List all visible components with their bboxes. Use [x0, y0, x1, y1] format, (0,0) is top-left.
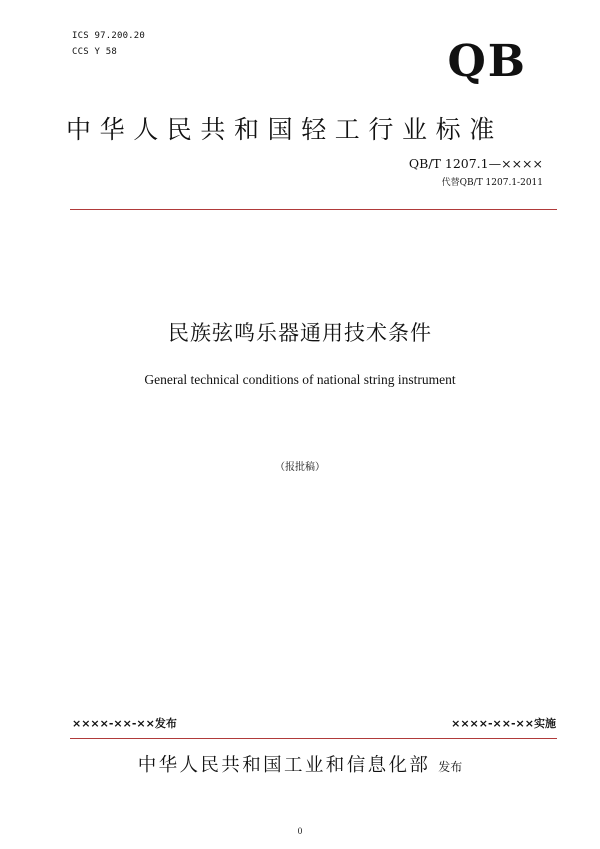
- qb-logo: QB: [447, 36, 527, 87]
- ccs-code: CCS Y 58: [72, 47, 117, 57]
- issuer-name: 中华人民共和国工业和信息化部: [137, 755, 431, 776]
- top-divider: [70, 209, 557, 210]
- draft-status: （报批稿）: [275, 462, 325, 473]
- document-title-chinese: 民族弦鸣乐器通用技术条件: [168, 321, 432, 345]
- implementation-date: ××××-××-××实施: [451, 717, 556, 730]
- page-number: 0: [297, 826, 303, 836]
- issuer-line: [0, 751, 600, 777]
- standard-category-title: 中华人民共和国轻工行业标准: [66, 115, 503, 144]
- document-title-english: General technical conditions of national string instrument: [144, 372, 456, 387]
- standard-number: QB/T 1207.1—××××: [408, 156, 543, 171]
- bottom-divider: [70, 738, 557, 739]
- replaces-standard: 代替QB/T 1207.1-2011: [441, 178, 543, 188]
- publish-date: ××××-××-××发布: [72, 717, 177, 730]
- ics-code: ICS 97.200.20: [72, 31, 146, 41]
- issuer-action: 发布: [438, 760, 463, 774]
